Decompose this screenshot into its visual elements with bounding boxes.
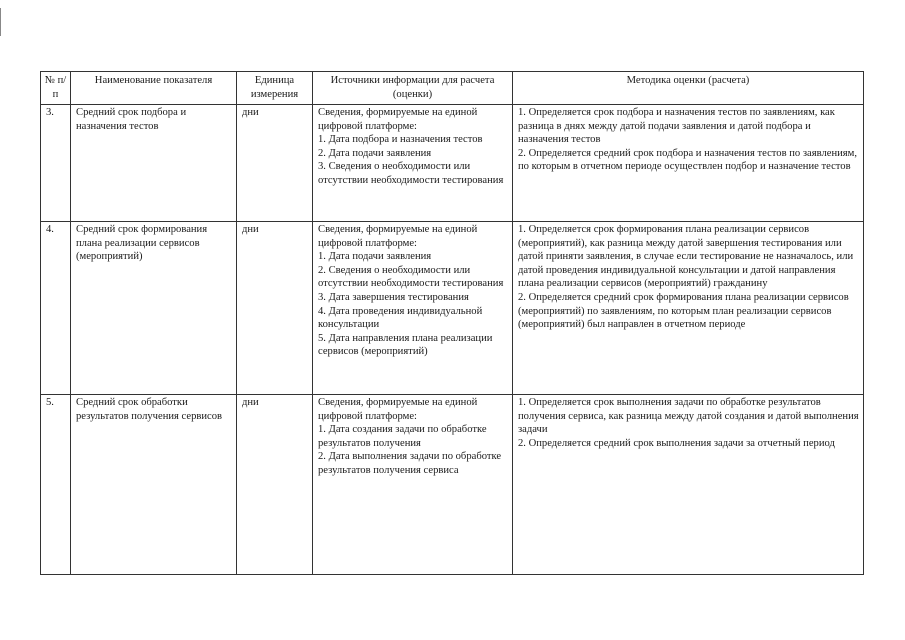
table-row xyxy=(41,105,864,222)
page-edge-mark xyxy=(0,8,1,36)
header-unit: Единица измерения xyxy=(237,72,313,105)
header-number: № п/п xyxy=(41,72,71,105)
sources-line: 2. Дата выполнения задачи по обработке результатов получения сервиса xyxy=(318,451,502,476)
sources-line: 1. Дата подбора и назначения тестов xyxy=(318,134,483,146)
method-line: 1. Определяется срок выполнения задачи по обработке результатов получения сервиса, как разница между датой создания и датой выполнения задачи xyxy=(518,397,859,436)
sources-line: 3. Сведения о необходимости или отсутствии необходимости тестирования xyxy=(318,161,504,186)
sources-line: 1. Дата подачи заявления xyxy=(318,251,432,263)
method-cell xyxy=(513,395,864,575)
method-line: 2. Определяется средний срок формирования плана реализации сервисов (мероприятий) по заявлениям, по которым план реализации сервисов (мероприятий) был направлен в отчетном периоде xyxy=(518,291,849,331)
header-method: Методика оценки (расчета) xyxy=(513,72,864,105)
sources-line: Сведения, формируемые на единой цифровой платформе: xyxy=(318,107,478,132)
method-line: 1. Определяется срок подбора и назначения тестов по заявлениям, как разница в днях между датой подачи заявления и датой подбора и назначения тестов xyxy=(518,107,835,146)
table-row xyxy=(41,222,864,395)
row-number: 3. xyxy=(41,105,71,222)
sources-line: 2. Сведения о необходимости или отсутствии необходимости тестирования xyxy=(318,264,504,290)
indicators-table xyxy=(40,71,864,575)
method-line: 2. Определяется средний срок выполнения задачи за отчетный период xyxy=(518,437,835,449)
sources-line: Сведения, формируемые на единой цифровой платформе: xyxy=(318,224,478,249)
sources-line: 4. Дата проведения индивидуальной консультации xyxy=(318,305,483,331)
row-number: 5. xyxy=(41,395,71,575)
method-line: 1. Определяется срок формирования плана реализации сервисов (мероприятий), как разница между датой завершения тестирования или датой приняти заявления, в случае если тестирование не назначалось, или датой проведения индивидуальной консультации и датой направления плана реализации сервисов (мероприятий) гражданину xyxy=(518,224,854,290)
header-indicator-name: Наименование показателя xyxy=(71,72,237,105)
unit-value: дни xyxy=(237,222,313,395)
table-row xyxy=(41,395,864,575)
unit-value: дни xyxy=(237,105,313,222)
sources-cell xyxy=(313,105,513,222)
method-cell xyxy=(513,222,864,395)
table-header-row xyxy=(41,72,864,105)
sources-line: 3. Дата завершения тестирования xyxy=(318,291,469,303)
header-sources: Источники информации для расчета (оценки) xyxy=(313,72,513,105)
sources-line: 2. Дата подачи заявления xyxy=(318,147,432,159)
method-line: 2. Определяется средний срок подбора и назначения тестов по заявлениям, по которым в отчетном периоде осуществлен подбор и назначение тестов xyxy=(518,147,858,173)
sources-line: 5. Дата направления плана реализации сервисов (мероприятий) xyxy=(318,332,493,358)
sources-line: Сведения, формируемые на единой цифровой платформе: xyxy=(318,397,478,422)
sources-cell xyxy=(313,222,513,395)
unit-value: дни xyxy=(237,395,313,575)
row-number: 4. xyxy=(41,222,71,395)
sources-cell xyxy=(313,395,513,575)
sources-line: 1. Дата создания задачи по обработке результатов получения xyxy=(318,424,487,449)
indicator-name: Средний срок формирования плана реализации сервисов (мероприятий) xyxy=(71,222,237,395)
indicator-name: Средний срок обработки результатов получения сервисов xyxy=(71,395,237,575)
method-cell xyxy=(513,105,864,222)
indicator-name: Средний срок подбора и назначения тестов xyxy=(71,105,237,222)
